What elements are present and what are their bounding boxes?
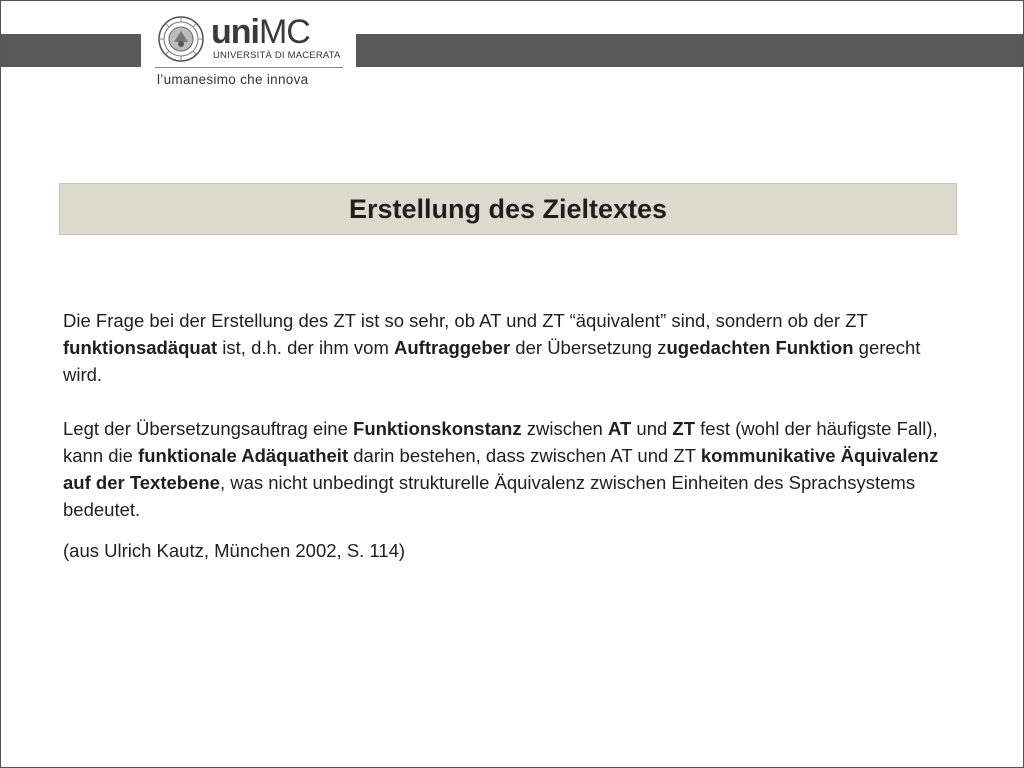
logo-motto: l’umanesimo che innova (157, 72, 309, 87)
slide-title: Erstellung des Zieltextes (348, 193, 668, 224)
paragraph-1 (63, 307, 963, 388)
p2-bold-4: funktionale Adäquatheit (138, 445, 349, 466)
header-bar-right (356, 34, 1023, 67)
p2-bold-5: kommunikative Äquivalenz auf der Textebene (63, 445, 939, 493)
p1-text-3: der Übersetzung z (510, 337, 667, 358)
p2-text-2: zwischen (521, 418, 608, 439)
slide-body (63, 307, 963, 564)
paragraph-2 (63, 415, 963, 523)
logo-divider (155, 67, 343, 68)
title-banner (59, 183, 957, 235)
p1-bold-1: funktionsadäquat (63, 337, 218, 358)
p2-text-6: , was nicht unbedingt strukturelle Äquivalenz zwischen Einheiten des Sprachsystems bedeutet. (63, 472, 916, 520)
p2-bold-3: ZT (672, 418, 696, 439)
p1-bold-3: ugedachten Funktion (666, 337, 854, 358)
logo-university-name: UNIVERSITÀ DI MACERATA (213, 50, 341, 61)
p2-text-5: darin bestehen, dass zwischen AT und ZT (348, 445, 701, 466)
p1-text-1: Die Frage bei der Erstellung des ZT ist so sehr, ob AT und ZT “äquivalent” sind, sondern ob der ZT (63, 310, 868, 331)
p1-text-4: gerecht wird. (63, 337, 921, 385)
logo-wordmark-uni: uni (211, 13, 259, 51)
citation: (aus Ulrich Kautz, München 2002, S. 114) (63, 540, 406, 561)
university-logo (147, 1, 351, 96)
p2-bold-1: Funktionskonstanz (353, 418, 522, 439)
p2-bold-2: AT (607, 418, 632, 439)
p2-text-4: fest (wohl der häufigste Fall), kann die (63, 418, 938, 466)
p1-bold-2: Auftraggeber (394, 337, 511, 358)
logo-wordmark-mc: MC (258, 13, 310, 51)
p2-text-3: und (631, 418, 673, 439)
university-seal-icon (158, 16, 204, 62)
p2-text-1: Legt der Übersetzungsauftrag eine (63, 418, 354, 439)
logo-wordmark (211, 15, 310, 49)
p1-text-2: ist, d.h. der ihm vom (217, 337, 395, 358)
header-bar-left (1, 34, 141, 67)
